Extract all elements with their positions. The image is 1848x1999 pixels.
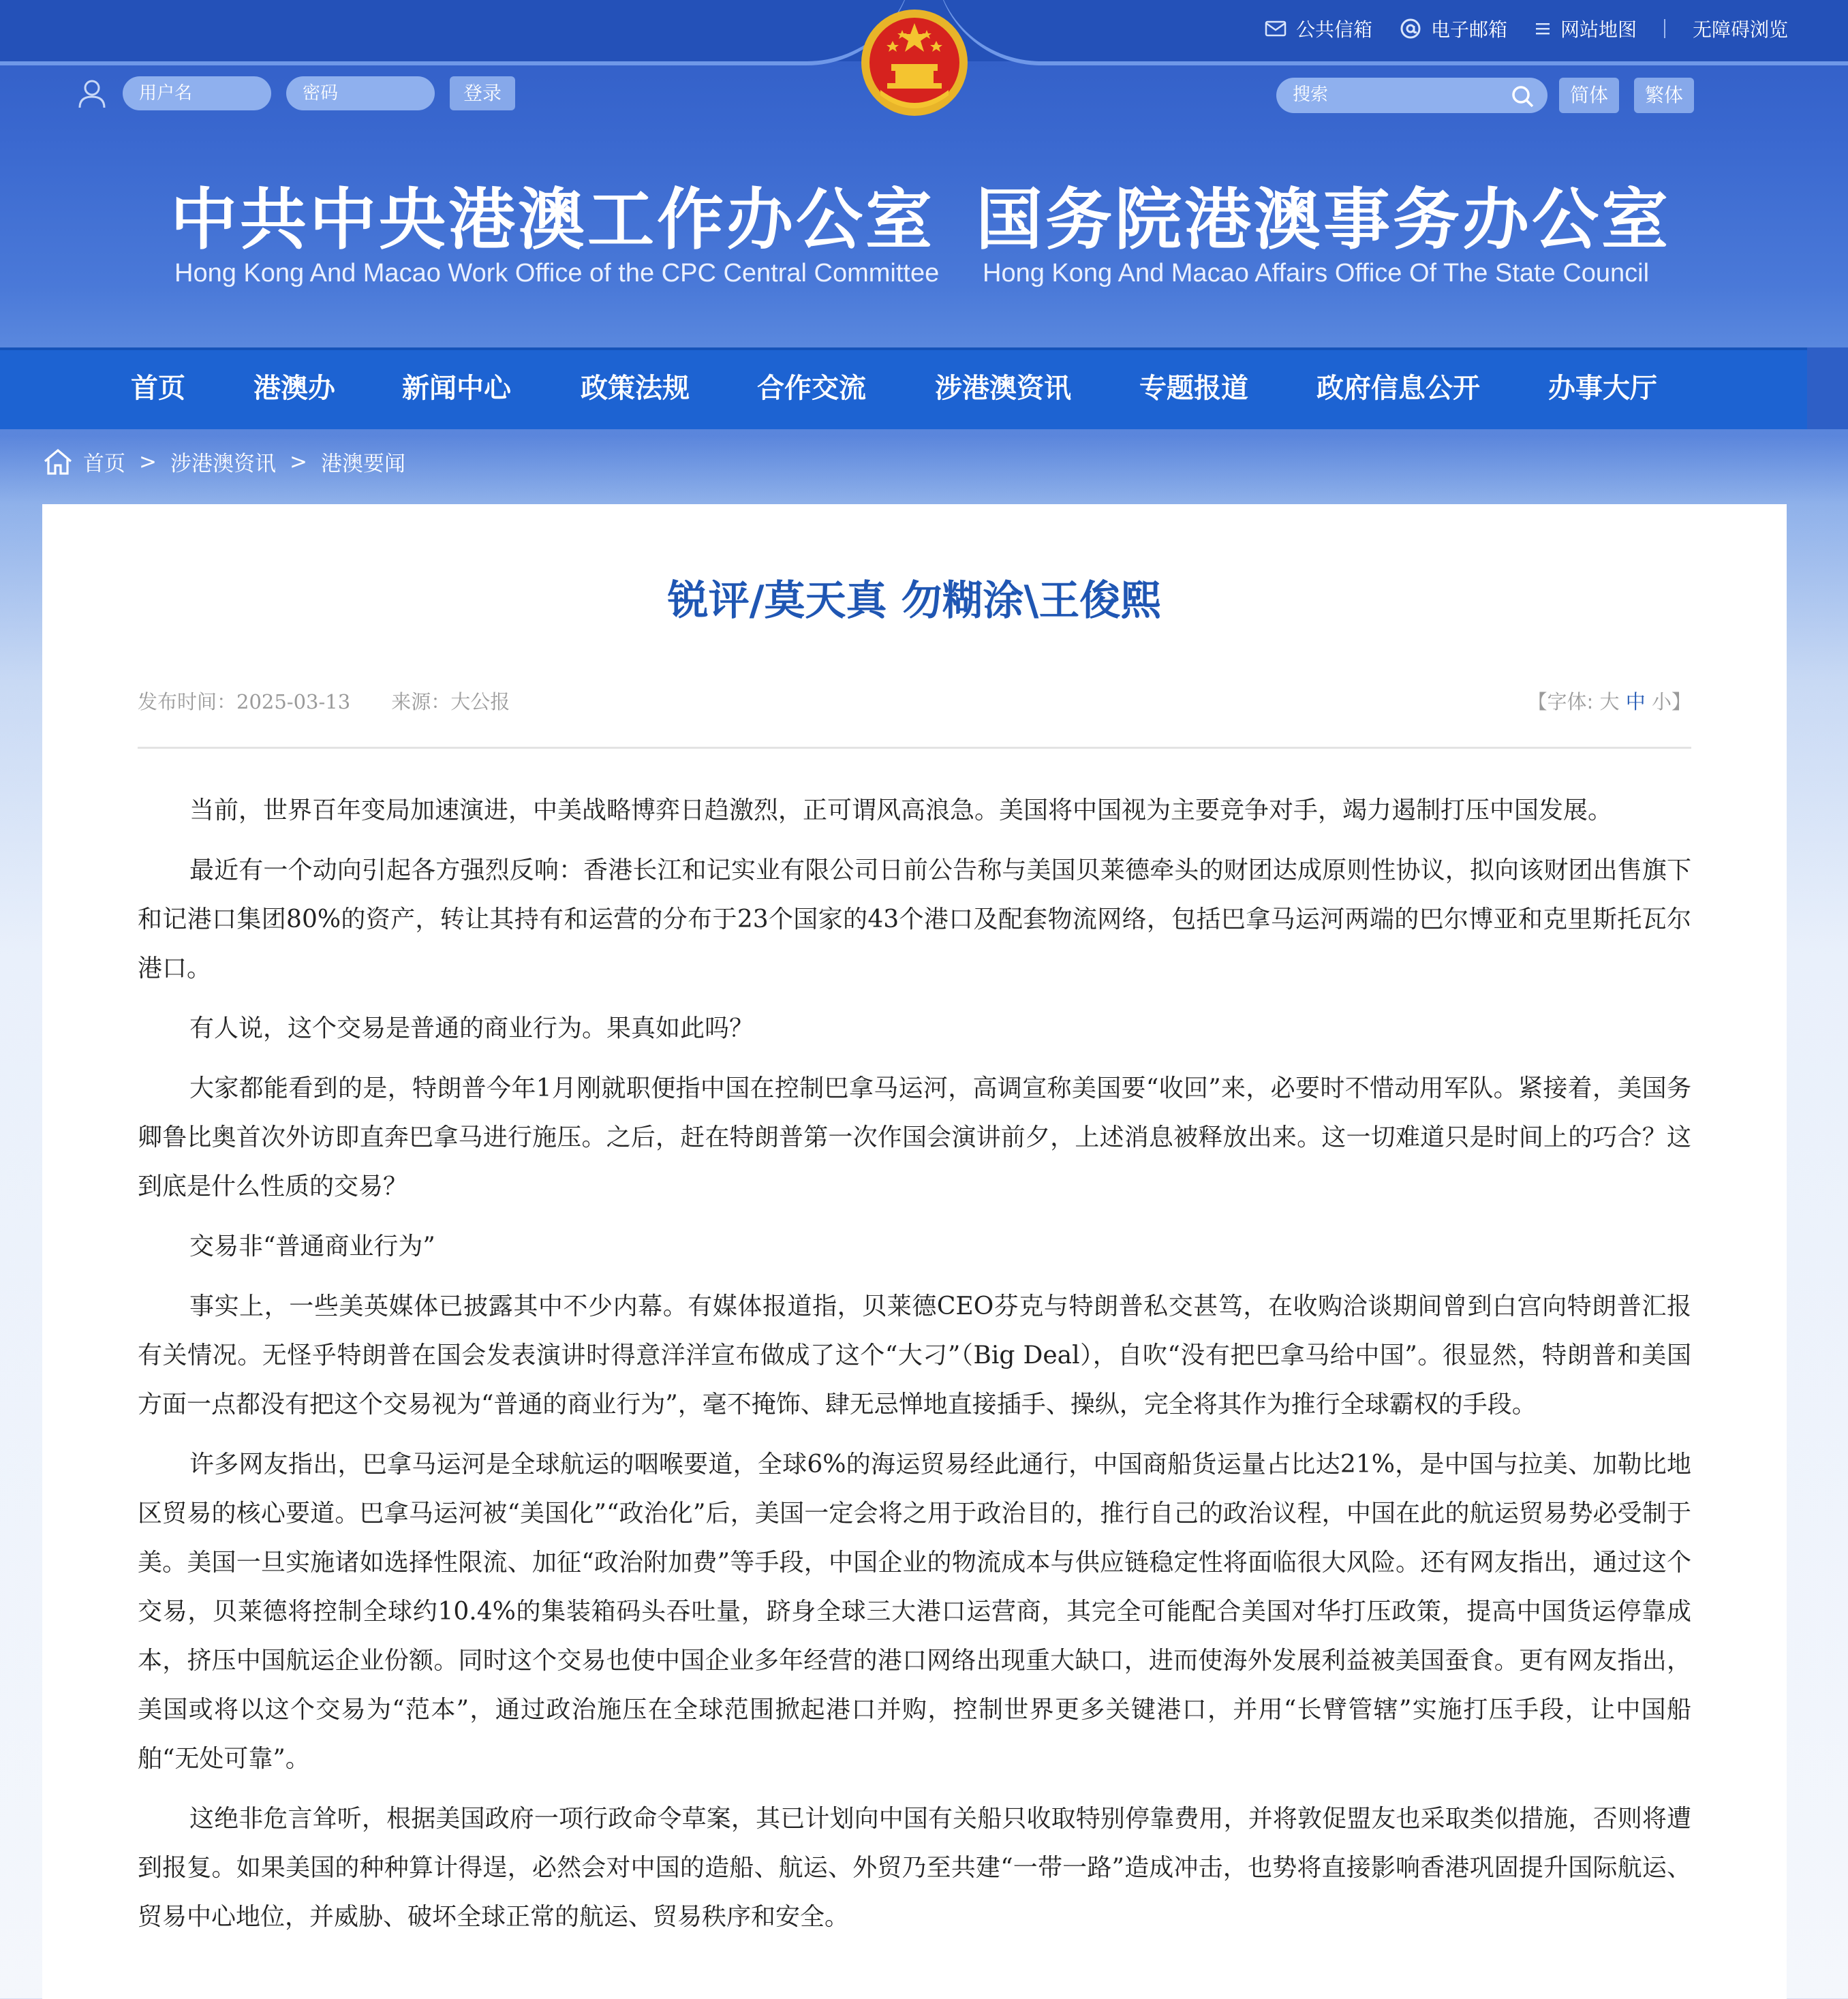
site-map-label: 网站地图 (1560, 18, 1637, 41)
list-icon (1535, 20, 1551, 37)
article-container (42, 504, 1787, 1999)
nav-item-home[interactable]: 首页 (131, 373, 185, 404)
article-subheading: 交易非“普通商业行为” (189, 1233, 435, 1260)
article-paragraph: 这绝非危言耸听，根据美国政府一项行政命令草案，其已计划向中国有关船只收取特别停靠费用，并将敦促盟友也采取类似措施，否则将遭到报复。如果美国的种种算计得逞，必然会对中国的造船、航运、外贸乃至共建“一带一路”造成冲击，也势将直接影响香港巩固提升国际航运、贸易中心地位，并威胁、破坏全球正常的航运、贸易秩序和安全。 (138, 1805, 1691, 1931)
site-map-link[interactable] (1535, 15, 1637, 42)
breadcrumb-hkm-news[interactable]: 涉港澳资讯 (170, 452, 276, 476)
article-paragraph: 最近有一个动向引起各方强烈反响：香港长江和记实业有限公司日前公告称与美国贝莱德牵头的财团达成原则性协议，拟向该财团出售旗下和记港口集团80%的资产，转让其持有和运营的分布于23个国家的43个港口及配套物流网络，包括巴拿马运河两端的巴尔博亚和克里斯托瓦尔港口。 (138, 856, 1691, 982)
home-icon[interactable] (42, 448, 74, 476)
simplified-chinese-button[interactable]: 简体 (1559, 78, 1619, 113)
site-title-right-en: Hong Kong And Macao Affairs Office Of The State Council (983, 259, 1650, 288)
article-paragraph: 大家都能看到的是，特朗普今年1月刚就职便指中国在控制巴拿马运河，高调宣称美国要“收回”来，必要时不惜动用军队。紧接着，美国务卿鲁比奥首次外访即直奔巴拿马进行施压。之后，赶在特朗普第一次作国会演讲前夕，上述消息被释放出来。这一切难道只是时间上的巧合？这到底是什么性质的交易？ (138, 1074, 1691, 1200)
username-input[interactable]: 用户名 (123, 76, 271, 110)
email-label: 电子邮箱 (1430, 18, 1507, 41)
public-mailbox-label: 公共信箱 (1295, 18, 1372, 41)
nav-items (0, 347, 1848, 429)
main-nav (0, 347, 1848, 429)
search-icon[interactable] (1511, 84, 1535, 109)
site-title-left-en: Hong Kong And Macao Work Office of the CPC Central Committee (174, 259, 940, 288)
email-link[interactable] (1400, 15, 1507, 42)
accessibility-link[interactable] (1693, 15, 1788, 42)
nav-item-gov-info[interactable]: 政府信息公开 (1316, 373, 1480, 404)
login-form (76, 76, 515, 110)
site-header (0, 0, 1848, 347)
article-paragraph: 当前，世界百年变局加速演进，中美战略博弈日趋激烈，正可谓风高浪急。美国将中国视为主要竞争对手，竭力遏制打压中国发展。 (189, 796, 1613, 824)
at-sign-icon (1400, 18, 1421, 40)
nav-corner-decoration (1807, 347, 1848, 429)
password-input[interactable]: 密码 (286, 76, 435, 110)
article-paragraph: 事实上，一些美英媒体已披露其中不少内幕。有媒体报道指，贝莱德CEO芬克与特朗普私交甚笃，在收购洽谈期间曾到白宫向特朗普汇报有关情况。无怪乎特朗普在国会发表演讲时得意洋洋宣布做成了这个“大刁”（Big Deal），自吹“没有把巴拿马给中国”。很显然，特朗普和美国方面一点都没有把这个交易视为“普通的商业行为”，毫不掩饰、肆无忌惮地直接插手、操纵，完全将其作为推行全球霸权的手段。 (138, 1292, 1691, 1419)
article-source: 来源：大公报 (391, 690, 510, 713)
nav-item-news-center[interactable]: 新闻中心 (402, 373, 511, 404)
nav-item-policies[interactable]: 政策法规 (581, 373, 690, 404)
nav-item-service-hall[interactable]: 办事大厅 (1548, 373, 1657, 404)
article-body (138, 786, 1691, 1953)
search-placeholder: 搜索 (1293, 84, 1329, 105)
public-mailbox-link[interactable] (1265, 15, 1372, 42)
font-size-suffix: 】 (1671, 690, 1691, 713)
nav-item-hkm-news[interactable]: 涉港澳资讯 (935, 373, 1071, 404)
breadcrumb (42, 446, 405, 477)
accessibility-label: 无障碍浏览 (1692, 18, 1788, 41)
breadcrumb-separator: > (289, 449, 307, 474)
header-arch-left (0, 0, 913, 65)
top-links (1265, 15, 1788, 42)
nav-item-special-reports[interactable]: 专题报道 (1139, 373, 1248, 404)
article-paragraph: 许多网友指出，巴拿马运河是全球航运的咽喉要道，全球6%的海运贸易经此通行，中国商船货运量占比达21%，是中国与拉美、加勒比地区贸易的核心要道。巴拿马运河被“美国化”“政治化”后，美国一定会将之用于政治目的，推行自己的政治议程，中国在此的航运贸易势必受制于美。美国一旦实施诸如选择性限流、加征“政治附加费”等手段，中国企业的物流成本与供应链稳定性将面临很大风险。还有网友指出，通过这个交易，贝莱德将控制全球约10.4%的集装箱码头吞吐量，跻身全球三大港口运营商，其完全可能配合美国对华打压政策，提高中国货运停靠成本，挤压中国航运企业份额。同时这个交易也使中国企业多年经营的港口网络出现重大缺口，进而使海外发展利益被美国蚕食。更有网友指出，美国或将以这个交易为“范本”，通过政治施压在全球范围掀起港口并购，控制世界更多关键港口，并用“长臂管辖”实施打压手段，让中国船舶“无处可靠”。 (138, 1451, 1691, 1773)
nav-item-cooperation[interactable]: 合作交流 (757, 373, 866, 404)
article-title: 锐评/莫天真 勿糊涂\王俊熙 (667, 577, 1162, 625)
breadcrumb-separator: > (139, 449, 157, 474)
font-size-small-button[interactable]: 小 (1651, 690, 1672, 713)
national-emblem-icon[interactable] (860, 5, 969, 123)
font-size-prefix: 【字体: (1527, 690, 1600, 713)
user-icon (76, 78, 108, 109)
publish-time: 发布时间：2025-03-13 (138, 690, 351, 713)
font-size-large-button[interactable]: 大 (1599, 690, 1620, 713)
envelope-icon (1265, 20, 1287, 37)
site-title-right-cn: 国务院港澳事务办公室 (976, 181, 1672, 259)
breadcrumb-current[interactable]: 港澳要闻 (320, 452, 405, 476)
title-divider (138, 747, 1691, 749)
site-title-left-cn: 中共中央港澳工作办公室 (170, 181, 936, 259)
font-size-switcher (1528, 687, 1692, 715)
article-paragraph: 有人说，这个交易是普通的商业行为。果真如此吗？ (189, 1014, 754, 1042)
article-meta (138, 687, 510, 715)
top-link-divider (1664, 19, 1665, 38)
font-size-medium-button[interactable]: 中 (1625, 690, 1646, 713)
login-button[interactable]: 登录 (450, 76, 515, 110)
nav-item-hkmao-office[interactable]: 港澳办 (253, 373, 335, 404)
traditional-chinese-button[interactable]: 繁体 (1634, 78, 1694, 113)
breadcrumb-home[interactable]: 首页 (83, 452, 125, 476)
search-input[interactable] (1276, 78, 1547, 113)
